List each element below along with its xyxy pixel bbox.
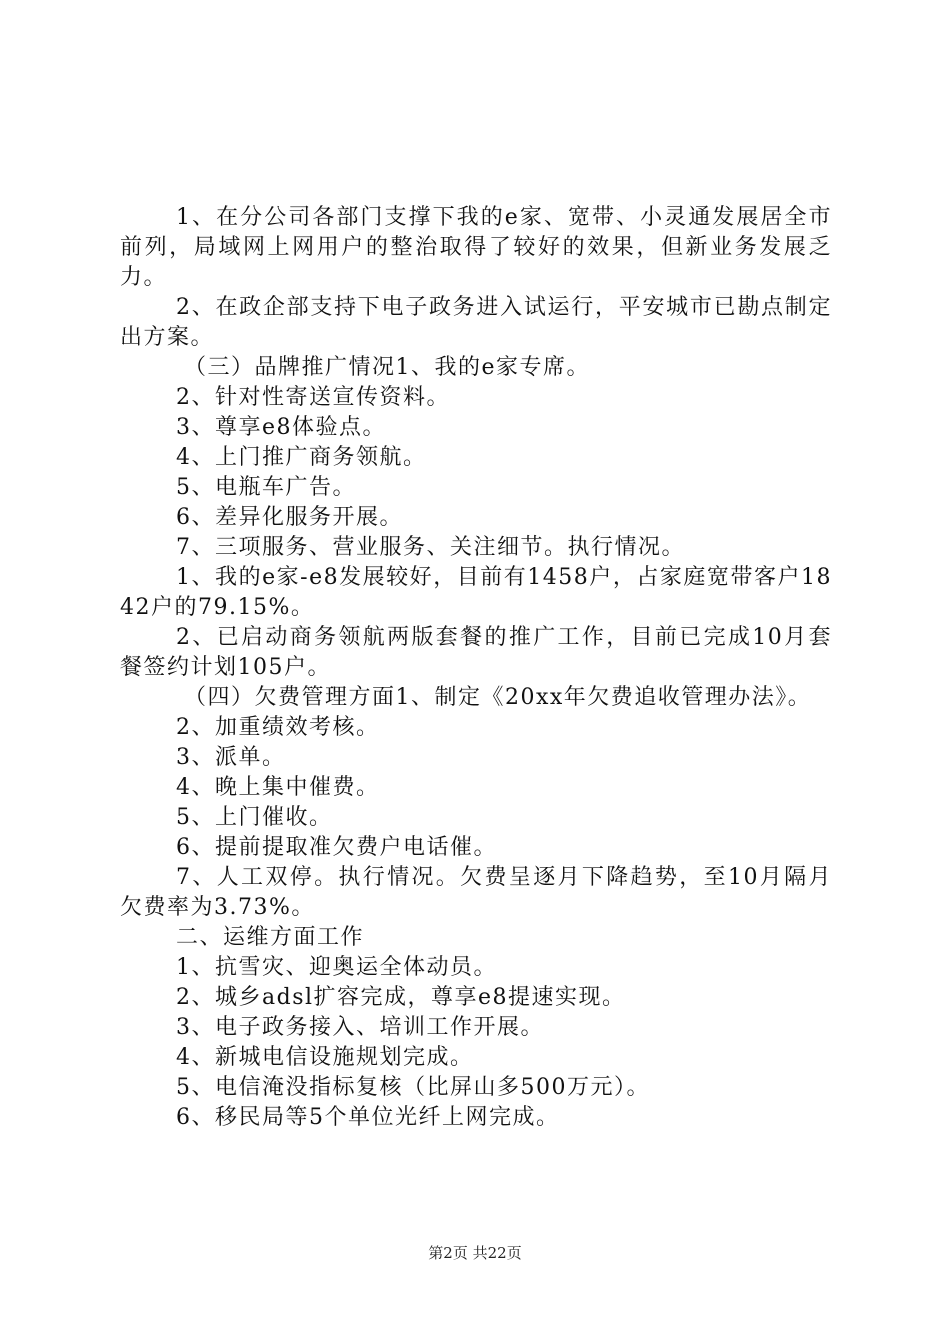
paragraph: 2、已启动商务领航两版套餐的推广工作，目前已完成10月套餐签约计划105户。 (120, 625, 832, 680)
document-body (120, 203, 832, 1133)
paragraph: 6、移民局等5个单位光纤上网完成。 (176, 1105, 560, 1130)
section-heading: （四）欠费管理方面1、制定《20xx年欠费追收管理办法》。 (184, 685, 812, 710)
paragraph: 2、在政企部支持下电子政务进入试运行，平安城市已勘点制定出方案。 (120, 295, 832, 350)
paragraph: 2、针对性寄送宣传资料。 (176, 385, 450, 410)
paragraph: 3、派单。 (176, 745, 286, 770)
paragraph: 5、电信淹没指标复核（比屏山多500万元）。 (176, 1075, 650, 1100)
paragraph: 2、城乡adsl扩容完成，尊享e8提速实现。 (176, 985, 626, 1010)
section-heading: （三）品牌推广情况1、我的e家专席。 (184, 355, 591, 380)
paragraph: 7、人工双停。执行情况。欠费呈逐月下降趋势，至10月隔月欠费率为3.73%。 (120, 865, 832, 920)
paragraph: 4、上门推广商务领航。 (176, 445, 427, 470)
paragraph: 4、新城电信设施规划完成。 (176, 1045, 474, 1070)
paragraph: 1、我的e家-e8发展较好，目前有1458户，占家庭宽带客户1842户的79.15%。 (120, 565, 832, 620)
paragraph: 1、抗雪灾、迎奥运全体动员。 (176, 955, 497, 980)
paragraph: 6、提前提取准欠费户电话催。 (176, 835, 497, 860)
page-number-footer: 第2页 共22页 (428, 1244, 522, 1262)
paragraph: 5、上门催收。 (176, 805, 333, 830)
paragraph: 5、电瓶车广告。 (176, 475, 356, 500)
paragraph: 6、差异化服务开展。 (176, 505, 403, 530)
paragraph: 1、在分公司各部门支撑下我的e家、宽带、小灵通发展居全市前列，局域网上网用户的整治取得了较好的效果，但新业务发展乏力。 (120, 205, 832, 290)
paragraph: 3、尊享e8体验点。 (176, 415, 387, 440)
paragraph: 3、电子政务接入、培训工作开展。 (176, 1015, 544, 1040)
paragraph: 7、三项服务、营业服务、关注细节。执行情况。 (176, 535, 685, 560)
paragraph: 2、加重绩效考核。 (176, 715, 380, 740)
paragraph: 4、晚上集中催费。 (176, 775, 380, 800)
section-heading: 二、运维方面工作 (176, 925, 365, 950)
